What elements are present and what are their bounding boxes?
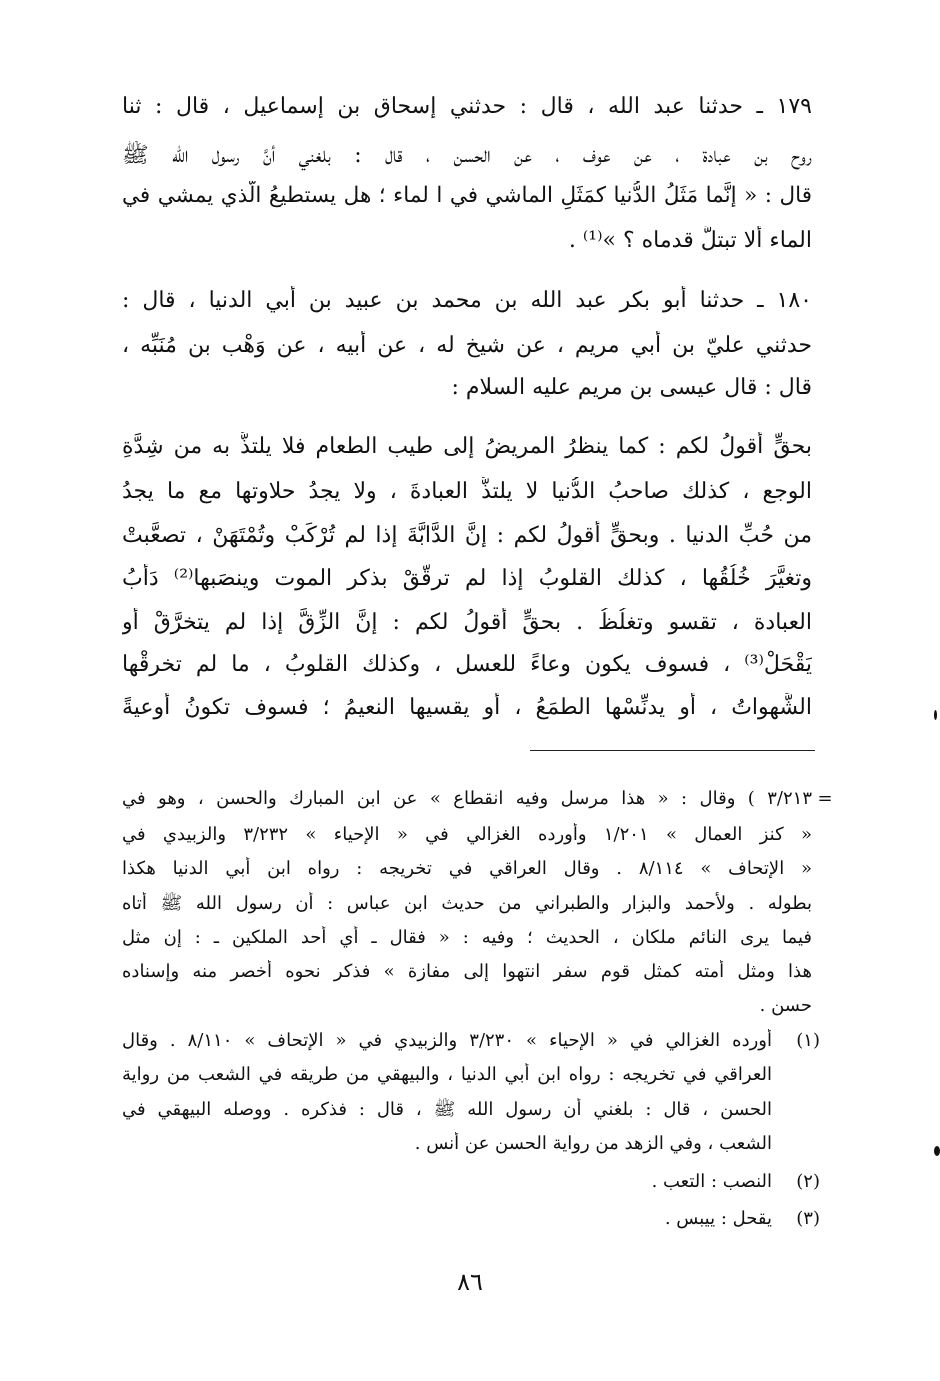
footnote-separator bbox=[530, 750, 815, 751]
text-line: الماء ألا تبتلَّ قدماه ؟ »⁽¹⁾ . bbox=[568, 228, 812, 253]
text-line: ١٧٩ ـ حدثنا عبد الله ، قال : حدثني إسحاق بن إسماعيل ، قال : ثنا bbox=[122, 94, 812, 119]
footnote-number: (٣) bbox=[796, 1208, 820, 1229]
footnote-line: يقحل : ييبس . bbox=[664, 1208, 772, 1229]
page-number: ٨٦ bbox=[457, 1268, 483, 1296]
text-line: ١٨٠ ـ حدثنا أبو بكر عبد الله بن محمد بن عبيد بن أبي الدنيا ، قال : bbox=[122, 288, 812, 313]
scan-speck bbox=[934, 710, 937, 720]
text-line: العبادة ، تقسو وتغلُظُ . بحقٍّ أقولُ لكم : إنَّ الزِّقَّ إذا لم يتخرَّقْ أو bbox=[122, 610, 812, 635]
footnote-line: بطوله . ولأحمد والبزار والطبراني من حديث ابن عباس : أن رسول الله ﷺ أتاه bbox=[122, 893, 812, 914]
footnote-line: « كنز العمال » ١/٢٠١ وأورده الغزالي في « الإحياء » ٣/٢٣٢ والزبيدي في bbox=[122, 824, 812, 845]
text-line: حدثني عليّ بن أبي مريم ، عن شيخ له ، عن أبيه ، عن وَهْب بن مُنَبِّه ، bbox=[122, 333, 812, 358]
footnote-line: هذا ومثل أمته كمثل قوم سفر انتهوا إلى مفازة » فذكر نحوه أخصر منه وإسناده bbox=[122, 961, 812, 982]
text-line: من حُبِّ الدنيا . وبحقٍّ أقولُ لكم : إنَّ الدَّابَّةَ إذا لم تُرْكَبْ وتُمْتَهَنْ ، تصعَّبتْ bbox=[122, 523, 812, 548]
footnote-number: (٢) bbox=[796, 1171, 820, 1192]
footnote-line: أورده الغزالي في « الإحياء » ٣/٢٣٠ والزبيدي في « الإتحاف » ٨/١١٠ . وقال bbox=[122, 1030, 772, 1051]
footnote-line: النصب : التعب . bbox=[651, 1171, 772, 1192]
footnote-line: « الإتحاف » ٨/١١٤ . وقال العراقي في تخريجه : رواه ابن أبي الدنيا هكذا bbox=[122, 858, 812, 879]
footnote-line: فيما يرى النائم ملكان ، الحديث ؛ وفيه : « فقال ـ أي أحد الملكين ـ : إن مثل bbox=[122, 927, 812, 948]
footnote-line: حسن . bbox=[759, 995, 812, 1016]
scan-speck bbox=[934, 1146, 940, 1156]
footnote-line: ٣/٢١٣ ) وقال : « هذا مرسل وفيه انقطاع » عن ابن المبارك والحسن ، وهو في bbox=[122, 788, 812, 809]
continuation-mark: = bbox=[817, 788, 833, 809]
footnote-line: الحسن ، قال : بلغني أن رسول الله ﷺ ، قال : فذكره . ووصله البيهقي في bbox=[122, 1099, 772, 1120]
text-line: بحقٍّ أقولُ لكم : كما ينظرُ المريضُ إلى طيب الطعام فلا يلتذُّ به من شِدَّةِ bbox=[122, 434, 812, 459]
text-line: وتغيَّرَ خُلُقُها ، كذلك القلوبُ إذا لم ترقَّقْ بذكر الموت وينصَبها⁽²⁾ دَأْبُ bbox=[122, 566, 812, 591]
text-line: قال : « إنَّما مَثَلُ الدُّنيا كمَثَلِ الماشي في ا لماء ؛ هل يستطيعُ الَّذي يمشي في bbox=[122, 183, 812, 208]
footnote-number: (١) bbox=[796, 1030, 820, 1051]
text-line: الوجع ، كذلك صاحبُ الدُّنيا لا يلتذُّ العبادةَ ، ولا يجدُ حلاوتها مع ما يجدُ bbox=[122, 479, 812, 504]
text-line: قال : قال عيسى بن مريم عليه السلام : bbox=[451, 375, 812, 400]
footnote-line: الشعب ، وفي الزهد من رواية الحسن عن أنس . bbox=[414, 1133, 772, 1154]
text-line: الشَّهواتُ ، أو يدنِّسْها الطمَعُ ، أو يقسيها النعيمُ ؛ فسوف تكونُ أوعيةً bbox=[122, 695, 812, 720]
text-line: يَقْحَلْ⁽³⁾ ، فسوف يكون وعاءً للعسل ، وكذلك القلوبُ ، ما لم تخرقْها bbox=[122, 652, 812, 677]
text-line: روح بن عبادة ، عن عوف ، عن الحسن ، قال : بلغني أنَّ رسول الله ﷺ bbox=[122, 143, 812, 168]
footnote-line: العراقي في تخريجه : رواه ابن أبي الدنيا ، والبيهقي من طريقه في الشعب من رواية bbox=[122, 1064, 772, 1085]
